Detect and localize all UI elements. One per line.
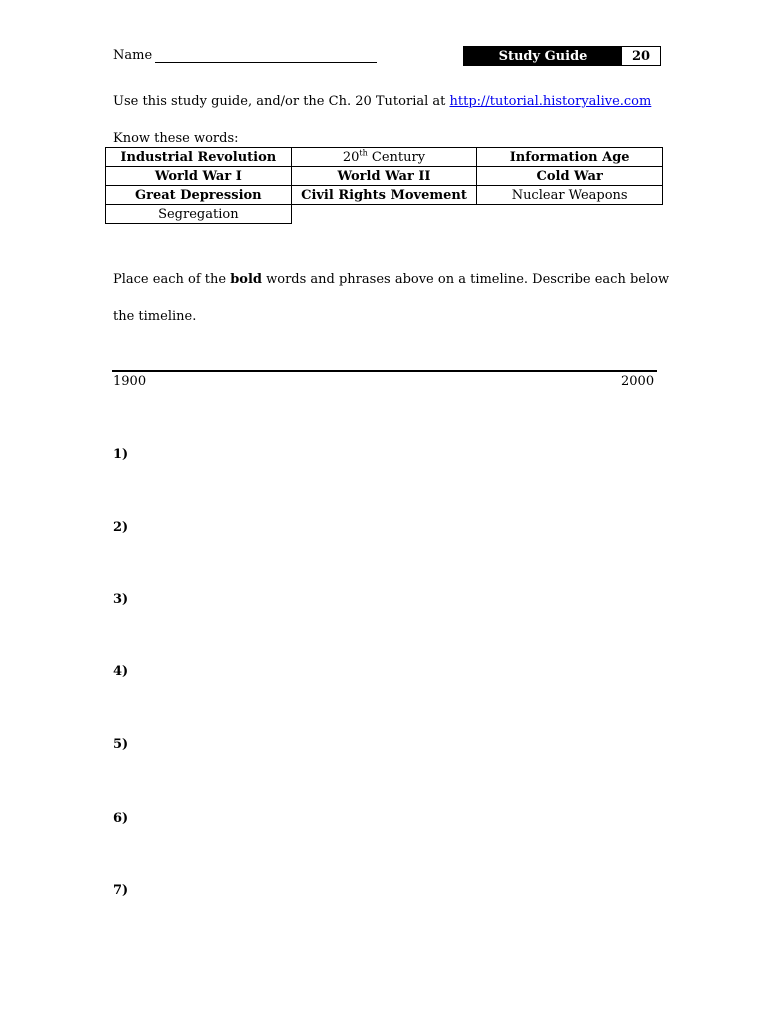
instructions-before: Place each of the bbox=[113, 272, 231, 287]
empty-cell bbox=[291, 205, 477, 224]
vocab-cell-number: 20 bbox=[342, 149, 360, 165]
study-guide-box bbox=[463, 46, 661, 66]
instructions-after: words and phrases above on a timeline. Describe each below the timeline. bbox=[113, 272, 670, 324]
empty-cell bbox=[477, 205, 663, 224]
table-row bbox=[106, 186, 663, 205]
answer-number: 2) bbox=[113, 520, 129, 535]
answer-number: 4) bbox=[113, 664, 129, 679]
tutorial-link[interactable]: http://tutorial.historyalive.com bbox=[449, 94, 652, 109]
vocab-cell-suffix: Century bbox=[367, 149, 426, 165]
vocab-cell: Nuclear Weapons bbox=[477, 186, 663, 205]
vocab-cell: World War I bbox=[106, 167, 292, 186]
vocab-cell bbox=[291, 148, 477, 167]
vocab-heading: Know these words: bbox=[113, 131, 239, 146]
vocab-cell: Industrial Revolution bbox=[106, 148, 292, 167]
instructions-bold-word: bold bbox=[230, 272, 262, 287]
vocab-cell: World War II bbox=[291, 167, 477, 186]
vocab-cell: Civil Rights Movement bbox=[291, 186, 477, 205]
answer-number: 3) bbox=[113, 592, 129, 607]
answer-number: 5) bbox=[113, 737, 129, 752]
instructions bbox=[113, 261, 673, 335]
timeline-end-year: 2000 bbox=[621, 374, 655, 389]
timeline-start-year: 1900 bbox=[113, 374, 147, 389]
name-label: Name bbox=[113, 48, 153, 63]
vocab-cell: Great Depression bbox=[106, 186, 292, 205]
answer-number: 7) bbox=[113, 883, 129, 898]
table-row bbox=[106, 148, 663, 167]
answer-number: 6) bbox=[113, 811, 129, 826]
timeline-line bbox=[112, 370, 657, 372]
intro-text bbox=[113, 94, 651, 109]
vocab-cell-superscript: th bbox=[359, 148, 368, 158]
table-row bbox=[106, 205, 663, 224]
answer-number: 1) bbox=[113, 447, 129, 462]
vocab-cell: Information Age bbox=[477, 148, 663, 167]
name-blank-line[interactable] bbox=[155, 62, 377, 63]
intro-text-before: Use this study guide, and/or the Ch. 20 Tutorial at bbox=[113, 94, 450, 109]
chapter-number: 20 bbox=[631, 48, 651, 64]
vocab-cell: Cold War bbox=[477, 167, 663, 186]
vocab-cell: Segregation bbox=[106, 205, 292, 224]
vocab-table bbox=[105, 147, 663, 224]
study-guide-label: Study Guide bbox=[464, 47, 622, 65]
table-row bbox=[106, 167, 663, 186]
